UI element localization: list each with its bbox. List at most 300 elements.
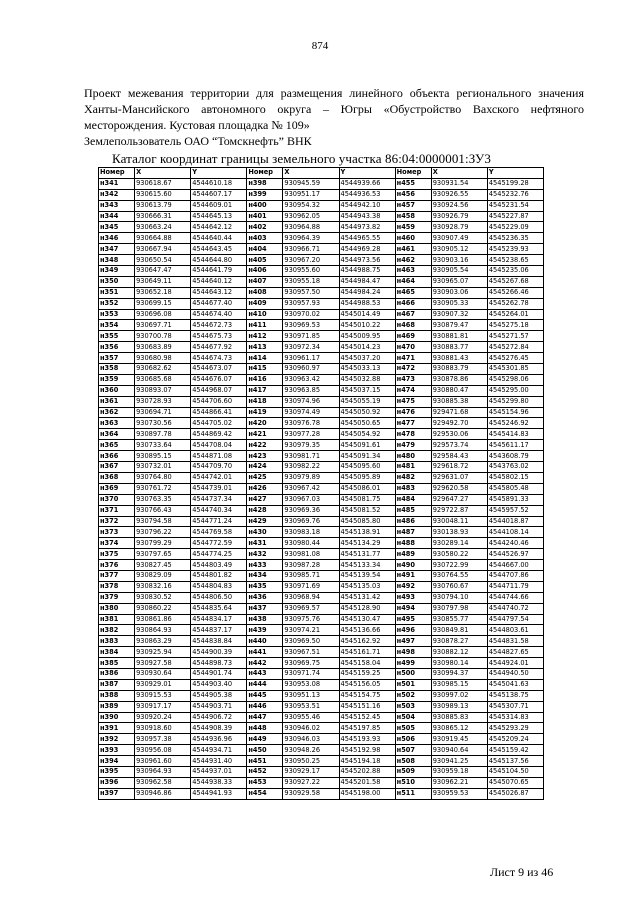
point-number-cell: н466 bbox=[395, 298, 431, 309]
y-coordinate-cell: 4545054.92 bbox=[339, 429, 395, 440]
y-coordinate-cell: 4544667.00 bbox=[487, 560, 543, 571]
x-coordinate-cell: 930928.79 bbox=[431, 222, 487, 233]
point-number-cell: н342 bbox=[99, 189, 135, 200]
point-number-cell: н383 bbox=[99, 636, 135, 647]
table-row bbox=[99, 189, 544, 200]
y-coordinate-cell: 4545197.85 bbox=[339, 723, 395, 734]
table-row bbox=[99, 440, 544, 451]
point-number-cell: н453 bbox=[247, 777, 283, 788]
y-coordinate-cell: 4544984.24 bbox=[339, 287, 395, 298]
document-title: Проект межевания территории для размещения линейного объекта регионального значения Ханты-Мансийского автономного округа – Югры «Обустройство Вахского нефтяного месторождения. Кустовая площадка № 109» bbox=[84, 86, 584, 132]
point-number-cell: н507 bbox=[395, 745, 431, 756]
x-coordinate-cell: 930764.80 bbox=[135, 472, 191, 483]
table-row bbox=[99, 287, 544, 298]
x-coordinate-cell: 930696.08 bbox=[135, 309, 191, 320]
y-coordinate-cell: 4544903.40 bbox=[191, 679, 247, 690]
x-coordinate-cell: 929631.07 bbox=[431, 472, 487, 483]
table-row bbox=[99, 233, 544, 244]
point-number-cell: н358 bbox=[99, 364, 135, 375]
table-body bbox=[99, 178, 544, 799]
y-coordinate-cell: 4544806.50 bbox=[191, 592, 247, 603]
x-coordinate-cell: 929584.43 bbox=[431, 451, 487, 462]
table-row bbox=[99, 331, 544, 342]
y-coordinate-cell: 4544677.92 bbox=[191, 342, 247, 353]
x-coordinate-cell: 929620.58 bbox=[431, 483, 487, 494]
point-number-cell: н348 bbox=[99, 255, 135, 266]
x-coordinate-cell: 930664.88 bbox=[135, 233, 191, 244]
x-coordinate-cell: 930685.68 bbox=[135, 374, 191, 385]
coordinates-table bbox=[98, 167, 544, 800]
x-coordinate-cell: 930766.43 bbox=[135, 505, 191, 516]
header-y: Y bbox=[487, 168, 543, 179]
y-coordinate-cell: 4545135.03 bbox=[339, 581, 395, 592]
y-coordinate-cell: 4545070.65 bbox=[487, 777, 543, 788]
x-coordinate-cell: 930699.15 bbox=[135, 298, 191, 309]
point-number-cell: н396 bbox=[99, 777, 135, 788]
x-coordinate-cell: 930763.35 bbox=[135, 494, 191, 505]
point-number-cell: н505 bbox=[395, 723, 431, 734]
x-coordinate-cell: 930048.11 bbox=[431, 516, 487, 527]
header-y: Y bbox=[339, 168, 395, 179]
catalog-title: Каталог координат границы земельного участка 86:04:0000001:ЗУ3 bbox=[112, 151, 491, 166]
point-number-cell: н472 bbox=[395, 364, 431, 375]
point-number-cell: н482 bbox=[395, 472, 431, 483]
land-user: Землепользователь ОАО “Томскнефть” ВНК bbox=[84, 134, 312, 148]
table-row bbox=[99, 636, 544, 647]
y-coordinate-cell: 4545128.90 bbox=[339, 603, 395, 614]
point-number-cell: н370 bbox=[99, 494, 135, 505]
y-coordinate-cell: 4545130.47 bbox=[339, 614, 395, 625]
x-coordinate-cell: 930652.18 bbox=[135, 287, 191, 298]
y-coordinate-cell: 4545085.80 bbox=[339, 516, 395, 527]
point-number-cell: н387 bbox=[99, 679, 135, 690]
point-number-cell: н502 bbox=[395, 690, 431, 701]
x-coordinate-cell: 930977.28 bbox=[283, 429, 339, 440]
y-coordinate-cell: 4545229.09 bbox=[487, 222, 543, 233]
point-number-cell: н445 bbox=[247, 690, 283, 701]
x-coordinate-cell: 930796.22 bbox=[135, 527, 191, 538]
sheet-footer: Лист 9 из 46 bbox=[490, 865, 554, 879]
y-coordinate-cell: 4544739.01 bbox=[191, 483, 247, 494]
y-coordinate-cell: 4545154.96 bbox=[487, 407, 543, 418]
y-coordinate-cell: 4544903.71 bbox=[191, 701, 247, 712]
x-coordinate-cell: 930732.01 bbox=[135, 462, 191, 473]
y-coordinate-cell: 4544642.12 bbox=[191, 222, 247, 233]
table-row bbox=[99, 178, 544, 189]
point-number-cell: н470 bbox=[395, 342, 431, 353]
point-number-cell: н491 bbox=[395, 570, 431, 581]
point-number-cell: н346 bbox=[99, 233, 135, 244]
x-coordinate-cell: 930971.85 bbox=[283, 331, 339, 342]
x-coordinate-cell: 930989.13 bbox=[431, 701, 487, 712]
point-number-cell: н452 bbox=[247, 766, 283, 777]
y-coordinate-cell: 4544643.45 bbox=[191, 244, 247, 255]
point-number-cell: н501 bbox=[395, 679, 431, 690]
y-coordinate-cell: 4544707.86 bbox=[487, 570, 543, 581]
table-row bbox=[99, 570, 544, 581]
point-number-cell: н423 bbox=[247, 451, 283, 462]
y-coordinate-cell: 4544610.18 bbox=[191, 178, 247, 189]
table-row bbox=[99, 364, 544, 375]
point-number-cell: н431 bbox=[247, 538, 283, 549]
point-number-cell: н379 bbox=[99, 592, 135, 603]
y-coordinate-cell: 4545134.29 bbox=[339, 538, 395, 549]
y-coordinate-cell: 4545037.20 bbox=[339, 353, 395, 364]
header-y: Y bbox=[191, 168, 247, 179]
y-coordinate-cell: 4545050.92 bbox=[339, 407, 395, 418]
table-row bbox=[99, 701, 544, 712]
y-coordinate-cell: 4545231.54 bbox=[487, 200, 543, 211]
point-number-cell: н416 bbox=[247, 374, 283, 385]
y-coordinate-cell: 4544772.59 bbox=[191, 538, 247, 549]
y-coordinate-cell: 4544676.07 bbox=[191, 374, 247, 385]
table-row bbox=[99, 472, 544, 483]
point-number-cell: н392 bbox=[99, 734, 135, 745]
point-number-cell: н433 bbox=[247, 560, 283, 571]
point-number-cell: н458 bbox=[395, 211, 431, 222]
x-coordinate-cell: 929530.06 bbox=[431, 429, 487, 440]
y-coordinate-cell: 4545133.34 bbox=[339, 560, 395, 571]
x-coordinate-cell: 930797.65 bbox=[135, 549, 191, 560]
table-row bbox=[99, 353, 544, 364]
point-number-cell: н510 bbox=[395, 777, 431, 788]
y-coordinate-cell: 4544607.17 bbox=[191, 189, 247, 200]
table-row bbox=[99, 255, 544, 266]
x-coordinate-cell: 930955.18 bbox=[283, 276, 339, 287]
point-number-cell: н444 bbox=[247, 679, 283, 690]
x-coordinate-cell: 930967.03 bbox=[283, 494, 339, 505]
x-coordinate-cell: 930920.24 bbox=[135, 712, 191, 723]
point-number-cell: н486 bbox=[395, 516, 431, 527]
point-number-cell: н345 bbox=[99, 222, 135, 233]
y-coordinate-cell: 4545267.68 bbox=[487, 276, 543, 287]
point-number-cell: н349 bbox=[99, 266, 135, 277]
x-coordinate-cell: 930976.78 bbox=[283, 418, 339, 429]
table-row bbox=[99, 668, 544, 679]
x-coordinate-cell: 930917.17 bbox=[135, 701, 191, 712]
point-number-cell: н462 bbox=[395, 255, 431, 266]
x-coordinate-cell: 930963.85 bbox=[283, 385, 339, 396]
x-coordinate-cell: 930885.83 bbox=[431, 712, 487, 723]
point-number-cell: н479 bbox=[395, 440, 431, 451]
x-coordinate-cell: 930764.55 bbox=[431, 570, 487, 581]
y-coordinate-cell: 4545299.80 bbox=[487, 396, 543, 407]
y-coordinate-cell: 4545193.93 bbox=[339, 734, 395, 745]
x-coordinate-cell: 930987.28 bbox=[283, 560, 339, 571]
x-coordinate-cell: 930722.99 bbox=[431, 560, 487, 571]
point-number-cell: н487 bbox=[395, 527, 431, 538]
point-number-cell: н435 bbox=[247, 581, 283, 592]
point-number-cell: н427 bbox=[247, 494, 283, 505]
point-number-cell: н355 bbox=[99, 331, 135, 342]
point-number-cell: н485 bbox=[395, 505, 431, 516]
y-coordinate-cell: 4544711.79 bbox=[487, 581, 543, 592]
y-coordinate-cell: 4544677.40 bbox=[191, 298, 247, 309]
x-coordinate-cell: 930647.47 bbox=[135, 266, 191, 277]
point-number-cell: н366 bbox=[99, 451, 135, 462]
x-coordinate-cell: 930967.42 bbox=[283, 483, 339, 494]
point-number-cell: н494 bbox=[395, 603, 431, 614]
point-number-cell: н350 bbox=[99, 276, 135, 287]
y-coordinate-cell: 4544706.60 bbox=[191, 396, 247, 407]
y-coordinate-cell: 4544737.34 bbox=[191, 494, 247, 505]
x-coordinate-cell: 930878.27 bbox=[431, 636, 487, 647]
x-coordinate-cell: 930927.58 bbox=[135, 658, 191, 669]
point-number-cell: н461 bbox=[395, 244, 431, 255]
point-number-cell: н489 bbox=[395, 549, 431, 560]
y-coordinate-cell: 4545055.19 bbox=[339, 396, 395, 407]
y-coordinate-cell: 4545194.18 bbox=[339, 756, 395, 767]
point-number-cell: н471 bbox=[395, 353, 431, 364]
x-coordinate-cell: 930955.46 bbox=[283, 712, 339, 723]
point-number-cell: н347 bbox=[99, 244, 135, 255]
y-coordinate-cell: 4544939.66 bbox=[339, 178, 395, 189]
x-coordinate-cell: 930982.22 bbox=[283, 462, 339, 473]
y-coordinate-cell: 4545151.16 bbox=[339, 701, 395, 712]
point-number-cell: н460 bbox=[395, 233, 431, 244]
y-coordinate-cell: 4544797.54 bbox=[487, 614, 543, 625]
x-coordinate-cell: 930905.12 bbox=[431, 244, 487, 255]
point-number-cell: н442 bbox=[247, 658, 283, 669]
header-number: Номер bbox=[247, 168, 283, 179]
y-coordinate-cell: 4544526.97 bbox=[487, 549, 543, 560]
y-coordinate-cell: 4545414.83 bbox=[487, 429, 543, 440]
x-coordinate-cell: 930680.98 bbox=[135, 353, 191, 364]
header-number: Номер bbox=[99, 168, 135, 179]
point-number-cell: н393 bbox=[99, 745, 135, 756]
y-coordinate-cell: 4545264.01 bbox=[487, 309, 543, 320]
point-number-cell: н364 bbox=[99, 429, 135, 440]
y-coordinate-cell: 4544937.01 bbox=[191, 766, 247, 777]
table-row bbox=[99, 505, 544, 516]
x-coordinate-cell: 929471.68 bbox=[431, 407, 487, 418]
point-number-cell: н376 bbox=[99, 560, 135, 571]
y-coordinate-cell: 4544644.80 bbox=[191, 255, 247, 266]
x-coordinate-cell: 930974.21 bbox=[283, 625, 339, 636]
x-coordinate-cell: 930880.47 bbox=[431, 385, 487, 396]
y-coordinate-cell: 4545050.65 bbox=[339, 418, 395, 429]
y-coordinate-cell: 4545298.06 bbox=[487, 374, 543, 385]
y-coordinate-cell: 4545009.95 bbox=[339, 331, 395, 342]
table-row bbox=[99, 766, 544, 777]
x-coordinate-cell: 930794.58 bbox=[135, 516, 191, 527]
x-coordinate-cell: 930903.06 bbox=[431, 287, 487, 298]
y-coordinate-cell: 4544837.17 bbox=[191, 625, 247, 636]
point-number-cell: н341 bbox=[99, 178, 135, 189]
point-number-cell: н417 bbox=[247, 385, 283, 396]
point-number-cell: н429 bbox=[247, 516, 283, 527]
point-number-cell: н381 bbox=[99, 614, 135, 625]
table-row bbox=[99, 309, 544, 320]
point-number-cell: н414 bbox=[247, 353, 283, 364]
point-number-cell: н488 bbox=[395, 538, 431, 549]
y-coordinate-cell: 4544838.84 bbox=[191, 636, 247, 647]
point-number-cell: н422 bbox=[247, 440, 283, 451]
y-coordinate-cell: 4543608.79 bbox=[487, 451, 543, 462]
y-coordinate-cell: 4545095.60 bbox=[339, 462, 395, 473]
x-coordinate-cell: 930985.15 bbox=[431, 679, 487, 690]
x-coordinate-cell: 930960.97 bbox=[283, 364, 339, 375]
point-number-cell: н352 bbox=[99, 298, 135, 309]
table-row bbox=[99, 418, 544, 429]
y-coordinate-cell: 4544934.71 bbox=[191, 745, 247, 756]
x-coordinate-cell: 930761.72 bbox=[135, 483, 191, 494]
y-coordinate-cell: 4545262.78 bbox=[487, 298, 543, 309]
x-coordinate-cell: 930733.64 bbox=[135, 440, 191, 451]
table-row bbox=[99, 516, 544, 527]
y-coordinate-cell: 4544674.73 bbox=[191, 353, 247, 364]
y-coordinate-cell: 4545238.65 bbox=[487, 255, 543, 266]
x-coordinate-cell: 930881.43 bbox=[431, 353, 487, 364]
point-number-cell: н490 bbox=[395, 560, 431, 571]
point-number-cell: н448 bbox=[247, 723, 283, 734]
table-row bbox=[99, 374, 544, 385]
x-coordinate-cell: 929647.27 bbox=[431, 494, 487, 505]
table-row bbox=[99, 298, 544, 309]
table-row bbox=[99, 244, 544, 255]
y-coordinate-cell: 4545162.92 bbox=[339, 636, 395, 647]
x-coordinate-cell: 930683.89 bbox=[135, 342, 191, 353]
point-number-cell: н415 bbox=[247, 364, 283, 375]
point-number-cell: н497 bbox=[395, 636, 431, 647]
y-coordinate-cell: 4544018.87 bbox=[487, 516, 543, 527]
x-coordinate-cell: 930966.71 bbox=[283, 244, 339, 255]
y-coordinate-cell: 4544969.28 bbox=[339, 244, 395, 255]
point-number-cell: н467 bbox=[395, 309, 431, 320]
x-coordinate-cell: 930926.79 bbox=[431, 211, 487, 222]
x-coordinate-cell: 930830.52 bbox=[135, 592, 191, 603]
table-row bbox=[99, 538, 544, 549]
point-number-cell: н390 bbox=[99, 712, 135, 723]
x-coordinate-cell: 930959.18 bbox=[431, 766, 487, 777]
y-coordinate-cell: 4544988.53 bbox=[339, 298, 395, 309]
y-coordinate-cell: 4543763.02 bbox=[487, 462, 543, 473]
y-coordinate-cell: 4544645.13 bbox=[191, 211, 247, 222]
x-coordinate-cell: 930959.53 bbox=[431, 788, 487, 799]
point-number-cell: н401 bbox=[247, 211, 283, 222]
y-coordinate-cell: 4545199.28 bbox=[487, 178, 543, 189]
point-number-cell: н484 bbox=[395, 494, 431, 505]
y-coordinate-cell: 4544705.02 bbox=[191, 418, 247, 429]
point-number-cell: н457 bbox=[395, 200, 431, 211]
point-number-cell: н420 bbox=[247, 418, 283, 429]
x-coordinate-cell: 930860.22 bbox=[135, 603, 191, 614]
x-coordinate-cell: 930981.08 bbox=[283, 549, 339, 560]
y-coordinate-cell: 4545611.17 bbox=[487, 440, 543, 451]
point-number-cell: н361 bbox=[99, 396, 135, 407]
y-coordinate-cell: 4545086.01 bbox=[339, 483, 395, 494]
point-number-cell: н367 bbox=[99, 462, 135, 473]
x-coordinate-cell: 930951.17 bbox=[283, 189, 339, 200]
point-number-cell: н451 bbox=[247, 756, 283, 767]
point-number-cell: н509 bbox=[395, 766, 431, 777]
table-row bbox=[99, 658, 544, 669]
table-row bbox=[99, 527, 544, 538]
point-number-cell: н382 bbox=[99, 625, 135, 636]
y-coordinate-cell: 4544968.07 bbox=[191, 385, 247, 396]
x-coordinate-cell: 930760.67 bbox=[431, 581, 487, 592]
y-coordinate-cell: 4544742.01 bbox=[191, 472, 247, 483]
point-number-cell: н428 bbox=[247, 505, 283, 516]
x-coordinate-cell: 930700.78 bbox=[135, 331, 191, 342]
header-x: X bbox=[283, 168, 339, 179]
table-row bbox=[99, 581, 544, 592]
point-number-cell: н425 bbox=[247, 472, 283, 483]
y-coordinate-cell: 4544973.56 bbox=[339, 255, 395, 266]
x-coordinate-cell: 929618.72 bbox=[431, 462, 487, 473]
point-number-cell: н357 bbox=[99, 353, 135, 364]
point-number-cell: н362 bbox=[99, 407, 135, 418]
point-number-cell: н478 bbox=[395, 429, 431, 440]
y-coordinate-cell: 4545227.87 bbox=[487, 211, 543, 222]
y-coordinate-cell: 4545095.89 bbox=[339, 472, 395, 483]
table-row bbox=[99, 723, 544, 734]
x-coordinate-cell: 930950.25 bbox=[283, 756, 339, 767]
page-number: 874 bbox=[311, 40, 329, 52]
x-coordinate-cell: 930968.94 bbox=[283, 592, 339, 603]
y-coordinate-cell: 4545239.93 bbox=[487, 244, 543, 255]
point-number-cell: н359 bbox=[99, 374, 135, 385]
point-number-cell: н430 bbox=[247, 527, 283, 538]
x-coordinate-cell: 930289.14 bbox=[431, 538, 487, 549]
point-number-cell: н481 bbox=[395, 462, 431, 473]
table-row bbox=[99, 276, 544, 287]
x-coordinate-cell: 930953.08 bbox=[283, 679, 339, 690]
x-coordinate-cell: 930954.32 bbox=[283, 200, 339, 211]
table-row bbox=[99, 385, 544, 396]
y-coordinate-cell: 4544744.66 bbox=[487, 592, 543, 603]
point-number-cell: н412 bbox=[247, 331, 283, 342]
point-number-cell: н432 bbox=[247, 549, 283, 560]
x-coordinate-cell: 930980.14 bbox=[431, 658, 487, 669]
point-number-cell: н504 bbox=[395, 712, 431, 723]
y-coordinate-cell: 4544827.65 bbox=[487, 647, 543, 658]
point-number-cell: н409 bbox=[247, 298, 283, 309]
y-coordinate-cell: 4544835.64 bbox=[191, 603, 247, 614]
point-number-cell: н500 bbox=[395, 668, 431, 679]
x-coordinate-cell: 930975.76 bbox=[283, 614, 339, 625]
x-coordinate-cell: 930905.54 bbox=[431, 266, 487, 277]
y-coordinate-cell: 4544803.49 bbox=[191, 560, 247, 571]
y-coordinate-cell: 4544898.73 bbox=[191, 658, 247, 669]
y-coordinate-cell: 4544803.61 bbox=[487, 625, 543, 636]
y-coordinate-cell: 4545198.00 bbox=[339, 788, 395, 799]
x-coordinate-cell: 930980.44 bbox=[283, 538, 339, 549]
table-row bbox=[99, 788, 544, 799]
x-coordinate-cell: 930985.71 bbox=[283, 570, 339, 581]
x-coordinate-cell: 930957.50 bbox=[283, 287, 339, 298]
y-coordinate-cell: 4544941.93 bbox=[191, 788, 247, 799]
point-number-cell: н380 bbox=[99, 603, 135, 614]
point-number-cell: н399 bbox=[247, 189, 283, 200]
y-coordinate-cell: 4545081.75 bbox=[339, 494, 395, 505]
x-coordinate-cell: 930945.59 bbox=[283, 178, 339, 189]
x-coordinate-cell: 929722.87 bbox=[431, 505, 487, 516]
point-number-cell: н499 bbox=[395, 658, 431, 669]
x-coordinate-cell: 930972.34 bbox=[283, 342, 339, 353]
x-coordinate-cell: 930956.08 bbox=[135, 745, 191, 756]
y-coordinate-cell: 4544643.12 bbox=[191, 287, 247, 298]
point-number-cell: н411 bbox=[247, 320, 283, 331]
y-coordinate-cell: 4544943.38 bbox=[339, 211, 395, 222]
x-coordinate-cell: 930863.29 bbox=[135, 636, 191, 647]
y-coordinate-cell: 4544740.72 bbox=[487, 603, 543, 614]
point-number-cell: н476 bbox=[395, 407, 431, 418]
y-coordinate-cell: 4545192.98 bbox=[339, 745, 395, 756]
point-number-cell: н493 bbox=[395, 592, 431, 603]
y-coordinate-cell: 4545301.85 bbox=[487, 364, 543, 375]
table-row bbox=[99, 690, 544, 701]
